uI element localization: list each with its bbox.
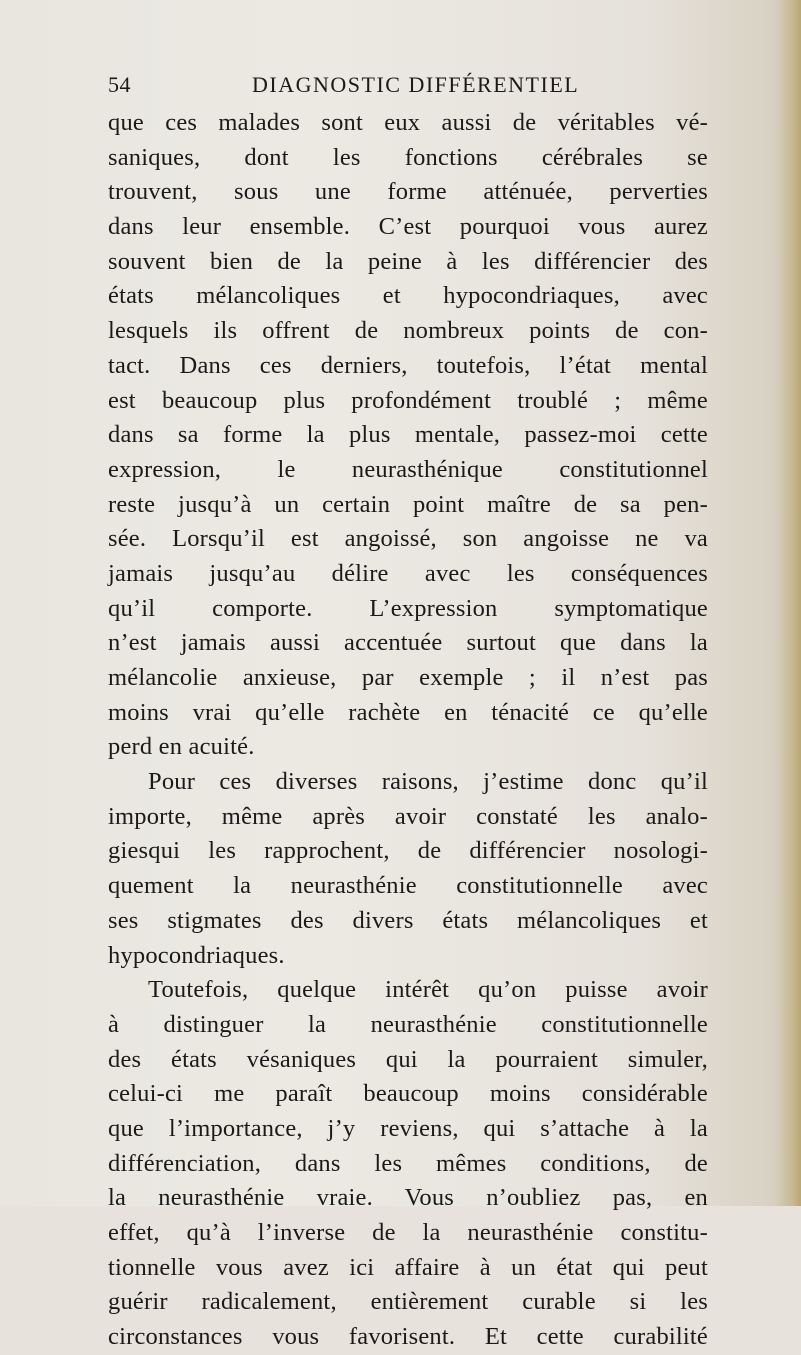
text-line: des états vésaniques qui la pourraient simuler, [108,1045,708,1073]
paragraph-start-line: Toutefois, quelque intérêt qu’on puisse avoir [148,976,708,1004]
text-line: dans leur ensemble. C’est pourquoi vous aurez [108,213,708,241]
text-line: guérir radicalement, entièrement curable si les [108,1288,708,1316]
page-number: 54 [108,72,131,97]
text-line: lesquels ils offrent de nombreux points de con- [108,317,708,345]
text-line: jamais jusqu’au délire avec les conséquences [108,559,708,587]
paragraph-start-line: Pour ces diverses raisons, j’estime donc qu’il [148,768,708,796]
text-line: différenciation, dans les mêmes conditions, de [108,1149,708,1177]
running-head [0,62,801,102]
text-line: états mélancoliques et hypocondriaques, avec [108,282,708,310]
text-line: que ces malades sont eux aussi de véritables vé- [108,109,708,136]
page-edge-stain [779,0,801,1206]
text-line: tionnelle vous avez ici affaire à un état qui peut [108,1253,708,1281]
text-line: qu’il comporte. L’expression symptomatique [108,594,708,622]
text-line: ses stigmates des divers états mélancoliques et [108,906,708,934]
text-line: hypocondriaques. [108,941,285,969]
text-line: est beaucoup plus profondément troublé ; même [108,386,708,414]
text-line: que l’importance, j’y reviens, qui s’attache à la [108,1114,708,1142]
text-line: importe, même après avoir constaté les analo- [108,802,708,830]
text-line: perd en acuité. [108,733,255,761]
text-line: moins vrai qu’elle rachète en ténacité ce qu’elle [108,698,708,726]
text-line: quement la neurasthénie constitutionnelle avec [108,872,708,900]
text-line: sée. Lorsqu’il est angoissé, son angoisse ne va [108,525,708,553]
text-line: n’est jamais aussi accentuée surtout que dans la [108,629,708,657]
text-line: celui-ci me paraît beaucoup moins considérable [108,1080,708,1108]
text-line: souvent bien de la peine à les différencier des [108,247,708,275]
text-line: expression, le neurasthénique constitutionnel [108,455,708,483]
text-line: la neurasthénie vraie. Vous n’oubliez pas, en [108,1184,708,1212]
text-line: reste jusqu’à un certain point maître de sa pen- [108,490,708,518]
text-line: tact. Dans ces derniers, toutefois, l’état mental [108,351,708,379]
text-line: effet, qu’à l’inverse de la neurasthénie constitu- [108,1219,708,1246]
text-line: dans sa forme la plus mentale, passez-moi cette [108,421,708,449]
text-line: saniques, dont les fonctions cérébrales se [108,143,708,171]
text-line: giesqui les rapprochent, de différencier nosologi- [108,837,708,865]
text-line: à distinguer la neurasthénie constitutionnelle [108,1010,708,1038]
running-title: DIAGNOSTIC DIFFÉRENTIEL [252,72,580,97]
text-line: trouvent, sous une forme atténuée, perverties [108,178,708,206]
text-line: circonstances vous favorisent. Et cette curabilité [108,1323,708,1351]
text-line: mélancolie anxieuse, par exemple ; il n’est pas [108,664,708,691]
body-text [108,106,708,1355]
